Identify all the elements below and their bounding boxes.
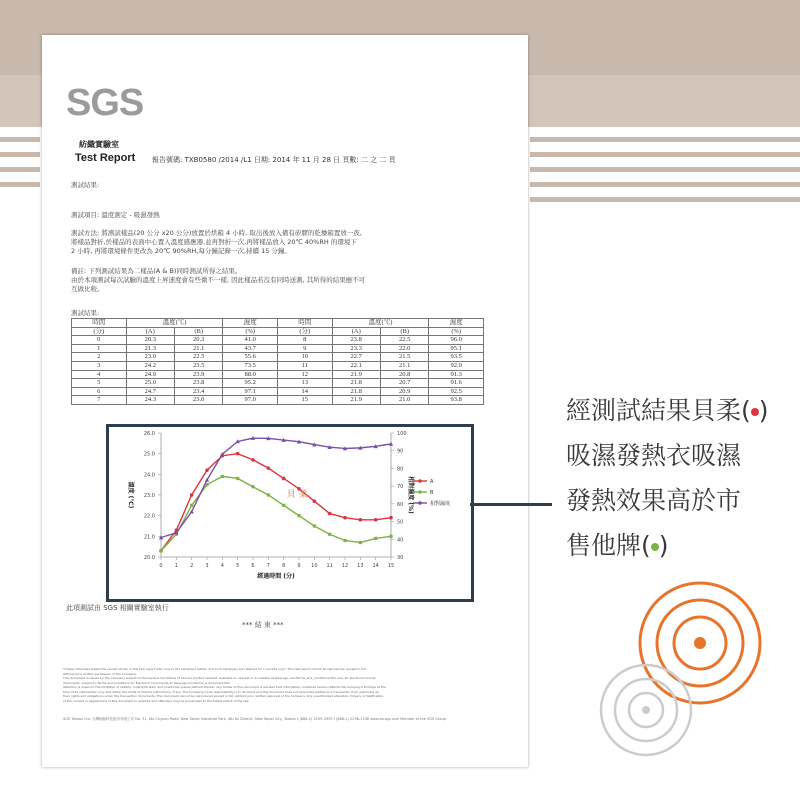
table-cell: 22.5 <box>380 336 428 345</box>
x-tick-label: 3 <box>205 563 209 569</box>
header-time-unit: (分) <box>277 327 332 336</box>
table-cell: 5 <box>72 379 127 388</box>
x-axis-label: 經過時間 (分) <box>257 573 295 580</box>
header-b: (B) <box>174 327 222 336</box>
header-b: (B) <box>380 327 428 336</box>
table-cell: 23.4 <box>174 387 222 396</box>
table-cell: 25.0 <box>126 379 174 388</box>
callout-line-2: 吸濕發熱衣吸濕 <box>566 441 742 470</box>
footer-disclaimer <box>63 667 509 703</box>
header-time: 時間 <box>277 319 332 328</box>
table-cell: 24.7 <box>126 387 174 396</box>
table-cell: 95.1 <box>429 344 484 353</box>
x-tick-label: 13 <box>357 563 364 569</box>
table-cell: 97.1 <box>223 387 278 396</box>
left-tick-label: 23.0 <box>143 493 155 499</box>
data-point <box>236 477 239 480</box>
data-point <box>389 535 392 538</box>
footer-line: without prior written permission of the Company. <box>63 671 137 676</box>
header-humidity: 濕度 <box>223 319 278 328</box>
results-table <box>71 318 484 405</box>
data-point <box>267 466 271 470</box>
data-point <box>328 533 331 536</box>
table-cell: 43.7 <box>223 344 278 353</box>
table-row <box>72 370 484 379</box>
table-cell: 93.5 <box>429 353 484 362</box>
x-tick-label: 6 <box>251 563 255 569</box>
table-cell: 22.5 <box>174 353 222 362</box>
table-cell: 11 <box>277 361 332 370</box>
table-cell: 8 <box>277 336 332 345</box>
green-dot-icon <box>651 543 659 551</box>
report-meta: 報告號碼: TXB0580 /2014 /L1 日期: 2014 年 11 月 28 日 頁數: 二 之 二 頁 <box>152 156 396 164</box>
table-cell: 21.5 <box>380 353 428 362</box>
table-cell: 13 <box>277 379 332 388</box>
chart-annotation: 貝 柔 <box>286 490 308 501</box>
table-cell: 96.0 <box>429 336 484 345</box>
x-tick-label: 1 <box>174 563 178 569</box>
x-tick-label: 9 <box>297 563 301 569</box>
x-tick-label: 14 <box>372 563 379 569</box>
table-row <box>72 379 484 388</box>
right-tick-label: 40 <box>397 537 404 544</box>
method-line: 2 小時, 再將環境條件更改為 20℃ 90%RH,每分鐘記錄一次,持續 15 分鐘。 <box>71 247 291 255</box>
table-cell: 24.3 <box>126 396 174 405</box>
x-tick-label: 12 <box>341 563 349 569</box>
table-cell: 23.9 <box>174 370 222 379</box>
callout-line-4: 售他牌( ) <box>566 531 669 560</box>
header-time: 時間 <box>72 319 127 328</box>
data-point <box>313 499 317 503</box>
data-point <box>389 516 393 520</box>
footer-line: Attention is drawn to the limitation of liability, indemnification and jurisdiction issues defined therein. Any holder of this document is advised that information contained hereon reflects the Company's findings at the <box>63 685 386 689</box>
table-cell: 20.7 <box>380 379 428 388</box>
footer-line: documents, subject to Terms and Conditions for Electronic Documents at www.sgs.com/terms_e-document.htm <box>63 680 231 685</box>
header-temp: 溫度(℃) <box>332 319 429 328</box>
test-report-document <box>42 35 528 767</box>
data-point <box>374 537 377 540</box>
table-cell: 91.6 <box>429 379 484 388</box>
x-tick-label: 4 <box>220 563 224 569</box>
table-cell: 73.5 <box>223 361 278 370</box>
data-point <box>251 485 254 488</box>
table-cell: 21.8 <box>332 387 380 396</box>
table-cell: 21.1 <box>174 344 222 353</box>
table-cell: 21.3 <box>126 344 174 353</box>
x-tick-label: 5 <box>236 563 240 569</box>
header-a: (A) <box>332 327 380 336</box>
data-point <box>205 468 209 472</box>
header-time-unit: (分) <box>72 327 127 336</box>
header-pct: (%) <box>429 327 484 336</box>
x-tick-label: 10 <box>311 563 318 569</box>
left-tick-label: 22.0 <box>143 513 155 520</box>
method-line: 將樣品對折,於樣品的表面中心置入溫度感應器,並再對折一次,再將樣品放入 20℃ 40%RH 的環境下 <box>71 238 357 246</box>
x-tick-label: 7 <box>266 563 270 569</box>
table-row <box>72 344 484 353</box>
table-cell: 21.1 <box>380 361 428 370</box>
x-tick-label: 8 <box>282 563 286 569</box>
callout-text <box>566 388 796 568</box>
table-cell: 95.2 <box>223 379 278 388</box>
table-cell: 14 <box>277 387 332 396</box>
table-cell: 2 <box>72 353 127 362</box>
callout-connector-line <box>470 503 552 506</box>
footer-line: time of its intervention only and within the limits of Client's instructions, if any. The Company's sole responsibility is to its Client and this document does not exonerate parties to a transaction from exercising all <box>63 689 379 694</box>
table-row <box>72 387 484 396</box>
table-cell: 15 <box>277 396 332 405</box>
table-cell: 93.8 <box>429 396 484 405</box>
table-cell: 20.8 <box>380 370 428 379</box>
report-title: Test Report <box>75 152 136 164</box>
legend-marker <box>418 501 422 505</box>
table-cell: 22.1 <box>332 361 380 370</box>
method-line: 測試方法: 將測試樣品(20 公分 x20 公分)放置於烘箱 4 小時, 取出後放入備有矽膠的乾燥箱置放一夜, <box>71 229 362 237</box>
x-tick-label: 15 <box>387 563 395 569</box>
footer-line: *Unless otherwise stated the results shown in this test report refer only to the sample(s) tested, and such sample(s) are retained for 1 months only.* This test report cannot be reproduced, except in full, <box>63 667 367 671</box>
left-tick-label: 24.0 <box>143 472 155 479</box>
data-point <box>282 504 285 507</box>
header-pct: (%) <box>223 327 278 336</box>
table-caption: 測試結果: <box>71 309 100 317</box>
table-cell: 22.0 <box>380 344 428 353</box>
legend-label: A <box>430 479 434 485</box>
table-cell: 91.3 <box>429 370 484 379</box>
callout-line-3: 發熱效果高於市 <box>566 486 742 515</box>
data-point <box>159 549 162 552</box>
table-cell: 0 <box>72 336 127 345</box>
table-cell: 97.0 <box>223 396 278 405</box>
table-cell: 10 <box>277 353 332 362</box>
x-tick-label: 11 <box>326 563 333 569</box>
table-cell: 7 <box>72 396 127 405</box>
table-cell: 3 <box>72 361 127 370</box>
data-point <box>328 512 332 516</box>
table-cell: 23.0 <box>126 353 174 362</box>
data-point <box>359 541 362 544</box>
table-cell: 24.2 <box>126 361 174 370</box>
left-tick-label: 20.0 <box>143 555 155 561</box>
section-result-heading: 測試結果: <box>71 181 100 189</box>
table-cell: 21.9 <box>332 396 380 405</box>
left-tick-label: 21.0 <box>143 534 155 541</box>
table-cell: 41.0 <box>223 336 278 345</box>
table-cell: 21.8 <box>332 379 380 388</box>
table-cell: 92.5 <box>429 387 484 396</box>
legend-label: 相對濕度 <box>430 501 451 507</box>
lab-name: 紡織實驗室 <box>79 140 119 149</box>
data-point <box>343 516 347 520</box>
header-humidity: 濕度 <box>429 319 484 328</box>
note-line: 備註: 下列測試結果為二樣品(A & B)同時測試所得之結果。 <box>71 267 242 275</box>
performed-by: 此項測試由 SGS 相關實驗室執行 <box>66 604 169 612</box>
right-tick-label: 60 <box>397 501 404 508</box>
table-cell: 4 <box>72 370 127 379</box>
sgs-logo: SGS <box>66 82 144 124</box>
note-line: 互做比較。 <box>71 285 104 293</box>
table-cell: 12 <box>277 370 332 379</box>
end-mark: *** 結 束 *** <box>242 621 284 629</box>
table-cell: 23.5 <box>174 361 222 370</box>
data-point <box>236 452 240 456</box>
table-cell: 9 <box>277 344 332 353</box>
table-cell: 24.9 <box>126 370 174 379</box>
table-cell: 92.0 <box>429 361 484 370</box>
table-cell: 55.6 <box>223 353 278 362</box>
table-cell: 23.8 <box>174 379 222 388</box>
footer-line: their rights and obligations under the transaction documents. This document cannot be reproduced except in full, without prior written approval of the Company. Any unauthorized alteration, forgery or falsification <box>63 694 384 698</box>
test-item: 測試項目: 溫度測定 - 吸濕發熱 <box>71 211 160 219</box>
data-point <box>313 524 316 527</box>
table-cell: 20.3 <box>126 336 174 345</box>
table-cell: 22.7 <box>332 353 380 362</box>
data-point <box>267 493 270 496</box>
data-point <box>221 475 224 478</box>
right-tick-label: 30 <box>397 555 404 561</box>
right-tick-label: 80 <box>397 466 404 473</box>
table-cell: 21.9 <box>332 370 380 379</box>
data-point <box>374 518 378 522</box>
note-line: 由於本項測試每次試驗的溫度上昇速度會有些微不一樣, 因此樣品若沒有同時送測, 其所得的結果應不可 <box>71 276 366 284</box>
footer-address: SGS Taiwan Ltd. 台灣檢驗科技股份有限公司 No. 31, Wu Chyuan Road, New Taipei Industrial Park, Wu Ku District, New Taipei City, Taiwan t (886-2) 2299-3939 f (886-2) 2298-1338 www.tw.sgs.com Member of the SGS Group <box>63 717 446 721</box>
data-point <box>343 539 346 542</box>
x-tick-label: 2 <box>190 563 194 569</box>
table-header-row <box>72 319 484 328</box>
table-cell: 23.3 <box>332 344 380 353</box>
header-a: (A) <box>126 327 174 336</box>
data-point <box>190 493 194 497</box>
legend-marker <box>418 479 422 483</box>
right-tick-label: 70 <box>397 484 404 491</box>
data-point <box>190 504 193 507</box>
table-cell: 20.9 <box>380 387 428 396</box>
right-tick-label: 50 <box>397 519 404 526</box>
left-axis-label: 溫度 (℃) <box>127 481 134 509</box>
footer-line: This document is issued by the Company subject to the General Conditions of Service printed overleaf, available on request or accessible at www.sgs.com/terms_and_conditions.htm and, for electronic format <box>63 676 376 680</box>
table-row <box>72 361 484 370</box>
chart-frame <box>106 424 474 602</box>
table-row <box>72 353 484 362</box>
footer-line: of the content or appearance of this document is unlawful and offenders may be prosecuted to the fullest extent of the law. <box>63 698 250 703</box>
x-tick-label: 0 <box>159 563 163 569</box>
table-cell: 1 <box>72 344 127 353</box>
right-tick-label: 90 <box>397 448 404 455</box>
legend-label: B <box>430 490 434 496</box>
temperature-humidity-chart <box>109 427 471 599</box>
left-tick-label: 26.0 <box>143 431 155 437</box>
data-point <box>251 458 255 462</box>
right-axis-label: 相對濕度 (%) <box>407 476 414 514</box>
data-point <box>297 514 300 517</box>
table-cell: 23.8 <box>332 336 380 345</box>
data-point <box>359 518 363 522</box>
table-cell: 20.3 <box>174 336 222 345</box>
table-cell: 6 <box>72 387 127 396</box>
table-cell: 88.0 <box>223 370 278 379</box>
callout-line-1: 經測試結果貝柔( ) <box>566 396 769 425</box>
table-cell: 23.0 <box>174 396 222 405</box>
table-cell: 21.0 <box>380 396 428 405</box>
table-row <box>72 396 484 405</box>
data-point <box>282 477 286 481</box>
table-row <box>72 336 484 345</box>
header-temp: 溫度(℃) <box>126 319 223 328</box>
left-tick-label: 25.0 <box>143 451 155 458</box>
table-subheader-row <box>72 327 484 336</box>
right-tick-label: 100 <box>397 431 407 437</box>
legend-marker <box>418 490 422 494</box>
red-dot-icon <box>751 408 759 416</box>
